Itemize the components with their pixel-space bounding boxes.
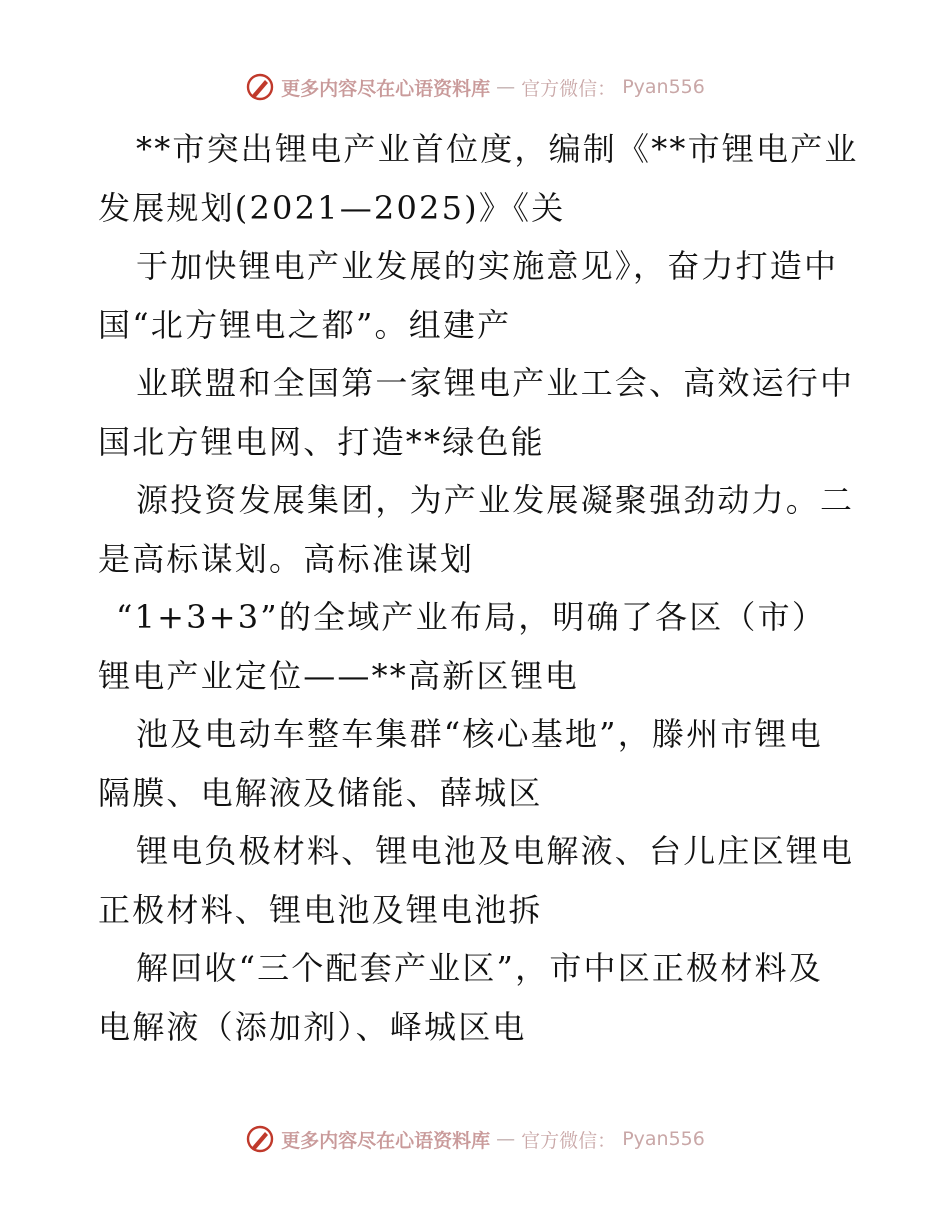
watermark-brand: 更多内容尽在心语资料库 [281,77,491,100]
text-line: 锂电产业定位——**高新区锂电 [98,656,580,695]
watermark-dash: — [496,1128,516,1150]
text-line: 源投资发展集团，为产业发展凝聚强劲动力。二 [136,481,855,519]
text-line: 于加快锂电产业发展的实施意见》，奋力打造中 [136,247,839,285]
footer-watermark [0,1124,950,1154]
text-line: 是高标谋划。高标准谋划 [98,539,475,578]
text-line: 发展规划(2021—2025)》《关 [98,188,566,227]
text-line: **市突出锂电产业首位度，编制《**市锂电产业 [136,130,859,168]
text-line: 电解液（添加剂）、峄城区电 [98,1007,527,1046]
header-watermark [0,72,950,102]
watermark-dash: — [496,76,516,98]
text-line: 隔膜、电解液及储能、薛城区 [98,773,543,812]
watermark-label: 官方微信： [521,77,617,100]
text-line: 锂电负极材料、锂电池及电解液、台儿庄区锂电 [136,832,855,870]
text-line: 国“北方锂电之都”。组建产 [98,305,512,344]
watermark-label: 官方微信： [521,1129,617,1152]
text-line: 业联盟和全国第一家锂电产业工会、高效运行中 [136,364,855,402]
pen-logo-icon [245,72,275,102]
text-line: 解回收“三个配套产业区”，市中区正极材料及 [136,949,823,987]
pen-logo-icon [245,1124,275,1154]
text-line: 国北方锂电网、打造**绿色能 [98,422,545,461]
watermark-id: Pyan556 [622,76,705,98]
document-body [98,120,858,1056]
text-line: 正极材料、锂电池及锂电池拆 [98,890,543,929]
watermark-id: Pyan556 [622,1128,705,1150]
watermark-brand: 更多内容尽在心语资料库 [281,1129,491,1152]
text-line: 池及电动车整车集群“核心基地”，滕州市锂电 [136,715,823,753]
text-line: “1+3+3”的全域产业布局，明确了各区（市） [116,598,827,636]
